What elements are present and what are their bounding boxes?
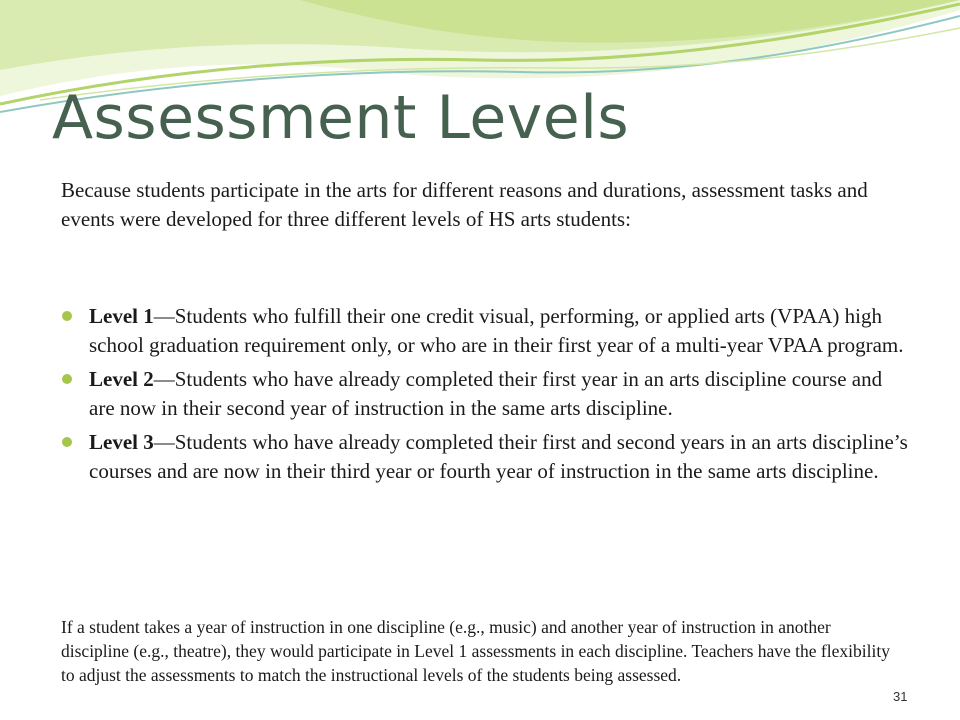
bullet-dot-icon xyxy=(62,311,72,321)
level-description: —Students who have already completed their first year in an arts discipline course and are now in their second year of instruction in the same arts discipline. xyxy=(89,367,883,420)
level-name: Level 1 xyxy=(89,304,154,328)
level-text xyxy=(89,365,909,423)
bullet-dot-icon xyxy=(62,437,72,447)
closing-paragraph: If a student takes a year of instruction in one discipline (e.g., music) and another year of instruction in another discipline (e.g., theatre), they would participate in Level 1 assessments in each discipline. Teachers have the flexibility to adjust the assessments to match the instructional levels of the students being assessed. xyxy=(61,617,890,685)
level-description: —Students who fulfill their one credit visual, performing, or applied arts (VPAA) high school graduation requirement only, or who are in their first year of a multi-year VPAA program. xyxy=(89,304,904,357)
level-name: Level 2 xyxy=(89,367,154,391)
page-number: 31 xyxy=(893,689,908,704)
levels-list xyxy=(0,302,960,491)
level-text xyxy=(89,428,909,486)
slide-title: Assessment Levels xyxy=(52,83,630,153)
level-description: —Students who have already completed their first and second years in an arts discipline’s courses and are now in their third year or fourth year of instruction in the same arts discipline. xyxy=(89,430,908,483)
level-text xyxy=(89,302,909,360)
bullet-dot-icon xyxy=(62,374,72,384)
level-item-3 xyxy=(0,428,960,486)
level-name: Level 3 xyxy=(89,430,154,454)
level-item-2 xyxy=(0,365,960,423)
intro-paragraph: Because students participate in the arts for different reasons and durations, assessment tasks and events were developed for three different levels of HS arts students: xyxy=(61,178,868,231)
level-item-1 xyxy=(0,302,960,360)
